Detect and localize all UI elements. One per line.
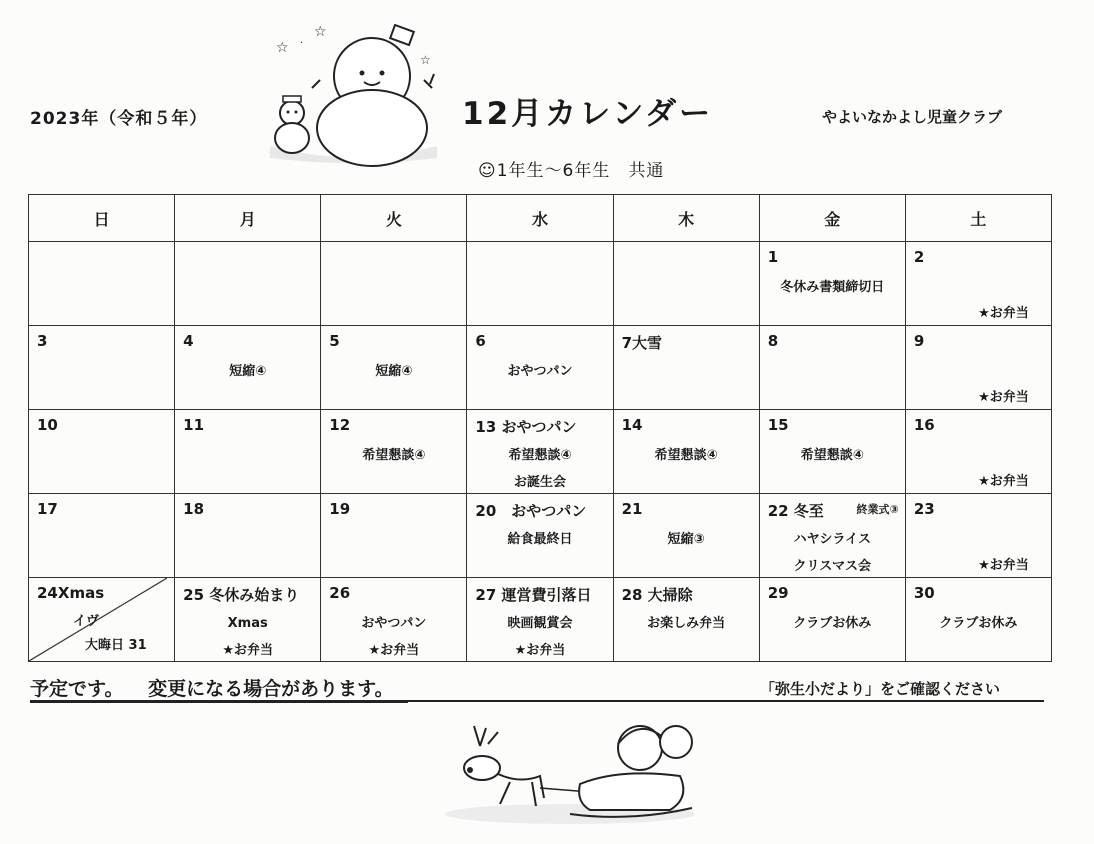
day-events xyxy=(175,610,320,664)
day-cell-10 xyxy=(29,410,175,494)
weekday-tue: 火 xyxy=(321,195,467,242)
day-event: クラブお休み xyxy=(939,616,1018,631)
day-event: ハヤシライス xyxy=(793,532,871,547)
day-events xyxy=(467,358,612,385)
day-number: 9 xyxy=(913,332,925,350)
day-cell-empty xyxy=(321,242,467,326)
snowman-illustration xyxy=(262,18,442,168)
svg-text:·: · xyxy=(300,38,304,49)
day-event: クラブお休み xyxy=(793,616,872,631)
day-number: 10 xyxy=(37,416,58,434)
svg-text:☆: ☆ xyxy=(276,40,289,56)
day-cell-15 xyxy=(759,410,905,494)
day-cell-17 xyxy=(29,494,175,578)
day-cell-11 xyxy=(175,410,321,494)
day-number: 1 xyxy=(767,248,779,266)
day-events xyxy=(467,610,612,664)
day-cell-21 xyxy=(613,494,759,578)
day-events xyxy=(760,526,905,580)
bento-label: ★お弁当 xyxy=(978,558,1029,573)
day-events xyxy=(760,610,905,637)
day-event: 希望懇談④ xyxy=(654,448,718,463)
day-number: 11 xyxy=(183,416,205,434)
day-number: 18 xyxy=(183,500,205,518)
week-row xyxy=(29,242,1052,326)
bento-label: ★お弁当 xyxy=(978,306,1029,321)
day-number: 17 xyxy=(37,500,58,518)
day-number: 26 xyxy=(329,584,351,602)
day-cell-18 xyxy=(175,494,321,578)
day-cell-3 xyxy=(29,326,175,410)
day-cell-26 xyxy=(321,578,467,662)
day-events xyxy=(614,526,759,553)
day-number: 14 xyxy=(621,416,643,434)
day-cell-16 xyxy=(905,410,1051,494)
day-cell-14 xyxy=(613,410,759,494)
bento-label: ★お弁当 xyxy=(978,390,1029,405)
day-event: 給食最終日 xyxy=(507,532,573,547)
closing-ceremony-label: 終業式③ xyxy=(856,503,899,516)
day-event: Xmas xyxy=(227,616,268,631)
day-event: 希望懇談④ xyxy=(800,448,864,463)
day-number: 25 冬休み始まり xyxy=(183,586,300,604)
day-number: 13 おやつパン xyxy=(475,418,577,436)
page-title: 12月カレンダー xyxy=(462,96,714,132)
day-number: 19 xyxy=(329,500,351,518)
day-event: 映画観賞会 xyxy=(507,616,573,631)
day-cell-5 xyxy=(321,326,467,410)
svg-text:☆: ☆ xyxy=(420,53,431,67)
day-cell-13 xyxy=(467,410,613,494)
day-event: クリスマス会 xyxy=(793,559,872,574)
day-events xyxy=(614,610,759,637)
day-events xyxy=(760,442,905,469)
year-label: 2023年（令和５年） xyxy=(30,109,208,129)
day-number: 2 xyxy=(913,248,925,266)
day-number: 12 xyxy=(329,416,351,434)
day-number: 7大雪 xyxy=(621,334,662,352)
day-number: 27 運営費引落日 xyxy=(475,586,592,604)
day-events xyxy=(467,442,612,496)
day-event: ★お弁当 xyxy=(222,643,274,658)
day-number: 21 xyxy=(621,500,643,518)
notice-underline xyxy=(30,700,1044,702)
day-cell-28 xyxy=(613,578,759,662)
day-cell-22 xyxy=(759,494,905,578)
day-cell-24-31 xyxy=(29,578,175,662)
week-row xyxy=(29,494,1052,578)
day-cell-12 xyxy=(321,410,467,494)
day-event: 短縮③ xyxy=(667,532,705,547)
day-cell-4 xyxy=(175,326,321,410)
day-number: 5 xyxy=(329,332,340,350)
week-row xyxy=(29,578,1052,662)
day-cell-empty xyxy=(175,242,321,326)
svg-text:☆: ☆ xyxy=(314,24,327,40)
day-cell-30 xyxy=(905,578,1051,662)
day-cell-7 xyxy=(613,326,759,410)
day-event: 希望懇談④ xyxy=(362,448,426,463)
newsletter-notice: 「弥生小だより」をご確認ください xyxy=(760,680,1001,698)
day-number: 24Xmas xyxy=(37,584,105,602)
day-cell-25 xyxy=(175,578,321,662)
day-cell-29 xyxy=(759,578,905,662)
day-event: お楽しみ弁当 xyxy=(647,616,726,631)
club-name: やよいなかよし児童クラブ xyxy=(822,108,1003,126)
day-event: お誕生会 xyxy=(513,475,566,490)
day-cell-19 xyxy=(321,494,467,578)
weekday-header-row xyxy=(29,195,1052,242)
weekday-mon: 月 xyxy=(175,195,321,242)
day-events xyxy=(906,610,1051,637)
weekday-wed: 水 xyxy=(467,195,613,242)
day-event: ★お弁当 xyxy=(514,643,566,658)
day-event: 短縮④ xyxy=(229,364,267,379)
day-number: 29 xyxy=(767,584,789,602)
weekday-fri: 金 xyxy=(759,195,905,242)
day-cell-empty xyxy=(467,242,613,326)
day-number: 20 おやつパン xyxy=(475,502,587,520)
day-cell-empty xyxy=(613,242,759,326)
day-event: 短縮④ xyxy=(375,364,413,379)
day-cell-2 xyxy=(905,242,1051,326)
day-event: 希望懇談④ xyxy=(508,448,572,463)
day-number: 23 xyxy=(913,500,935,518)
day-events xyxy=(321,358,466,385)
day-cell-8 xyxy=(759,326,905,410)
week-row xyxy=(29,410,1052,494)
day-number: 3 xyxy=(37,332,48,350)
day-number: 28 大掃除 xyxy=(621,586,693,604)
day-event: ★お弁当 xyxy=(368,643,420,658)
weekday-thu: 木 xyxy=(613,195,759,242)
day-cell-empty xyxy=(29,242,175,326)
bento-label: ★お弁当 xyxy=(978,474,1029,489)
day-events xyxy=(175,358,320,385)
day-event: 冬休み書類締切日 xyxy=(780,280,885,295)
day-events xyxy=(467,526,612,553)
day-event: おやつパン xyxy=(507,364,573,379)
calendar-table xyxy=(28,194,1052,662)
week-row xyxy=(29,326,1052,410)
day-number: 15 xyxy=(767,416,789,434)
day-cell-20 xyxy=(467,494,613,578)
day-event: イヴ xyxy=(73,614,100,629)
day-number: 22 冬至 xyxy=(767,502,824,520)
day-cell-9 xyxy=(905,326,1051,410)
day-number: 30 xyxy=(913,584,935,602)
santa-sleigh-reindeer-illustration xyxy=(440,718,700,828)
subtitle: ☺1年生～6年生 共通 xyxy=(478,161,665,181)
day-cell-23 xyxy=(905,494,1051,578)
day-events xyxy=(760,274,905,301)
weekday-sun: 日 xyxy=(29,195,175,242)
schedule-notice: 予定です。 変更になる場合があります。 xyxy=(30,674,408,703)
day-cell-1 xyxy=(759,242,905,326)
day-events xyxy=(614,442,759,469)
day-events xyxy=(321,442,466,469)
day-number: 4 xyxy=(183,332,194,350)
day-cell-6 xyxy=(467,326,613,410)
day-number: 16 xyxy=(913,416,935,434)
day-number: 6 xyxy=(475,332,486,350)
day-cell-27 xyxy=(467,578,613,662)
day-events xyxy=(321,610,466,664)
day-number: 大晦日 31 xyxy=(85,638,147,653)
day-event: おやつパン xyxy=(361,616,427,631)
weekday-sat: 土 xyxy=(905,195,1051,242)
day-number: 8 xyxy=(767,332,779,350)
